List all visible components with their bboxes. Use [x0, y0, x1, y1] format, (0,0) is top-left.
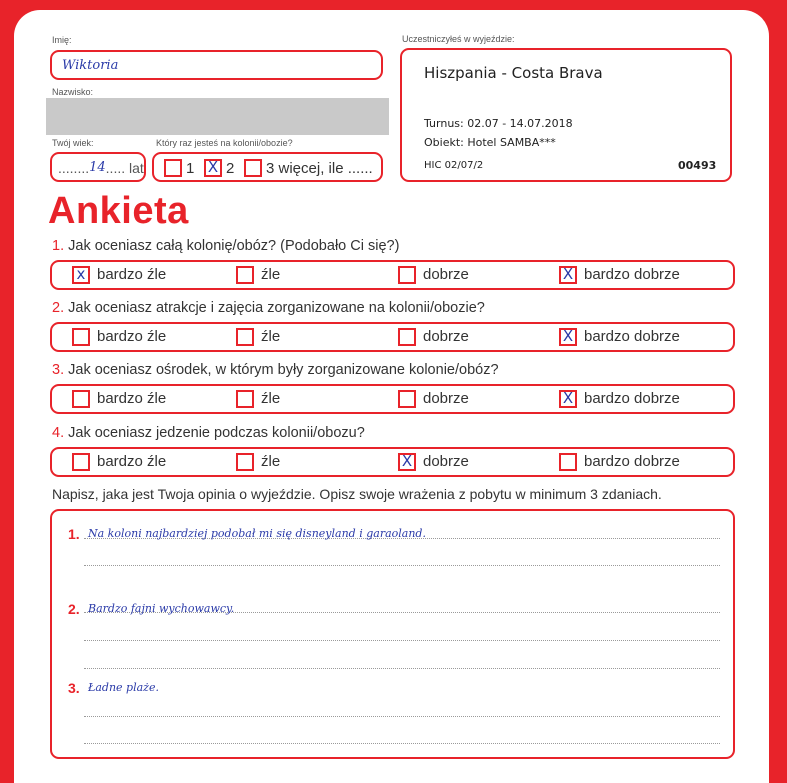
checkbox-mark: X: [562, 327, 574, 345]
ktory-raz-label-2: 2: [226, 160, 235, 177]
page-title: Ankieta: [48, 190, 189, 232]
ktory-raz-field: [152, 152, 383, 182]
wiek-label: Twój wiek:: [52, 138, 94, 148]
trip-obiekt: Obiekt: Hotel SAMBA***: [424, 136, 556, 149]
question-3-option-label-2: źle: [261, 390, 281, 407]
question-1-option-label-3: dobrze: [423, 266, 469, 283]
opinion-box[interactable]: [50, 509, 735, 759]
question-number: 2.: [52, 300, 65, 316]
checkbox-mark: X: [401, 452, 413, 470]
question-4-checkbox-1[interactable]: [72, 453, 90, 471]
opinion-answer-number: 1.: [68, 526, 80, 542]
question-4-option-label-3: dobrze: [423, 453, 469, 470]
imie-label: Imię:: [52, 35, 72, 45]
question-3-option-label-3: dobrze: [423, 390, 469, 407]
ktory-raz-label: Który raz jesteś na kolonii/obozie?: [156, 138, 293, 148]
wiek-prefix: ........: [58, 160, 90, 176]
ktory-raz-checkbox-3[interactable]: [244, 159, 262, 177]
checkbox-mark: X: [562, 389, 574, 407]
question-2-text: [52, 300, 485, 316]
opinion-answer-number: 3.: [68, 680, 80, 696]
opinion-answer-text: Bardzo fajni wychowawcy.: [88, 602, 235, 615]
question-label: Jak oceniasz ośrodek, w którym były zorganizowane kolonie/obóz?: [68, 362, 499, 378]
question-4-option-label-4: bardzo dobrze: [584, 453, 680, 470]
question-3-checkbox-3[interactable]: [398, 390, 416, 408]
wiek-value: 14: [89, 160, 106, 175]
trip-code: HIC 02/07/2: [424, 160, 484, 171]
question-number: 4.: [52, 425, 65, 441]
question-3-option-label-4: bardzo dobrze: [584, 390, 680, 407]
question-2-checkbox-4[interactable]: [559, 328, 577, 346]
question-1-option-label-1: bardzo źle: [97, 266, 167, 283]
writing-line: [84, 640, 720, 641]
ktory-raz-label-1: 1: [186, 160, 195, 177]
question-4-option-label-1: bardzo źle: [97, 453, 167, 470]
question-4-checkbox-2[interactable]: [236, 453, 254, 471]
question-2-option-label-1: bardzo źle: [97, 328, 167, 345]
question-2-checkbox-1[interactable]: [72, 328, 90, 346]
question-label: Jak oceniasz atrakcje i zajęcia zorganizowane na kolonii/obozie?: [68, 300, 485, 316]
checkbox-mark: x: [76, 265, 86, 283]
nazwisko-redacted: [46, 98, 389, 135]
question-1-checkbox-2[interactable]: [236, 266, 254, 284]
opinion-answer-text: Na koloni najbardziej podobał mi się disneyland i garaoland.: [88, 527, 426, 540]
question-4-text: [52, 425, 365, 441]
trip-number: 00493: [678, 159, 717, 172]
question-1-option-label-4: bardzo dobrze: [584, 266, 680, 283]
opinion-prompt: Napisz, jaka jest Twoja opinia o wyjeździe. Opisz swoje wrażenia z pobytu w minimum 3 zdaniach.: [52, 486, 662, 502]
imie-field[interactable]: [50, 50, 383, 80]
writing-line: [84, 743, 720, 744]
ktory-raz-checkbox-1[interactable]: [164, 159, 182, 177]
nazwisko-label: Nazwisko:: [52, 87, 94, 97]
ktory-raz-checkbox-2[interactable]: X: [204, 159, 222, 177]
wiek-field[interactable]: [50, 152, 146, 182]
question-3-option-label-1: bardzo źle: [97, 390, 167, 407]
writing-line: [84, 716, 720, 717]
ktory-raz-label-3: 3 więcej, ile ......: [266, 160, 373, 177]
question-2-option-label-4: bardzo dobrze: [584, 328, 680, 345]
checkbox-mark: X: [562, 265, 574, 283]
question-label: Jak oceniasz całą kolonię/obóz? (Podobało Ci się?): [68, 238, 400, 254]
question-2-checkbox-2[interactable]: [236, 328, 254, 346]
uczestniczyles-label: Uczestniczyłeś w wyjeździe:: [402, 34, 515, 44]
question-1-option-label-2: źle: [261, 266, 281, 283]
question-3-checkbox-4[interactable]: [559, 390, 577, 408]
trip-turnus: Turnus: 02.07 - 14.07.2018: [424, 117, 573, 130]
question-1-checkbox-3[interactable]: [398, 266, 416, 284]
question-3-text: [52, 362, 499, 378]
question-1-checkbox-4[interactable]: [559, 266, 577, 284]
imie-value: Wiktoria: [62, 58, 119, 73]
question-4-checkbox-4[interactable]: [559, 453, 577, 471]
question-number: 1.: [52, 238, 65, 254]
question-number: 3.: [52, 362, 65, 378]
question-label: Jak oceniasz jedzenie podczas kolonii/obozu?: [68, 425, 365, 441]
wiek-suffix: ..... lat: [105, 160, 144, 176]
writing-line: [84, 565, 720, 566]
opinion-answer-number: 2.: [68, 601, 80, 617]
trip-destination: Hiszpania - Costa Brava: [424, 64, 603, 82]
question-2-option-label-2: źle: [261, 328, 281, 345]
question-3-checkbox-2[interactable]: [236, 390, 254, 408]
question-3-checkbox-1[interactable]: [72, 390, 90, 408]
question-1-checkbox-1[interactable]: [72, 266, 90, 284]
question-2-checkbox-3[interactable]: [398, 328, 416, 346]
opinion-answer-text: Ładne plaże.: [88, 681, 159, 694]
survey-sheet: [14, 10, 769, 783]
trip-info-box: [400, 48, 732, 182]
question-4-option-label-2: źle: [261, 453, 281, 470]
question-1-text: [52, 238, 399, 254]
question-2-option-label-3: dobrze: [423, 328, 469, 345]
question-4-checkbox-3[interactable]: [398, 453, 416, 471]
writing-line: [84, 668, 720, 669]
